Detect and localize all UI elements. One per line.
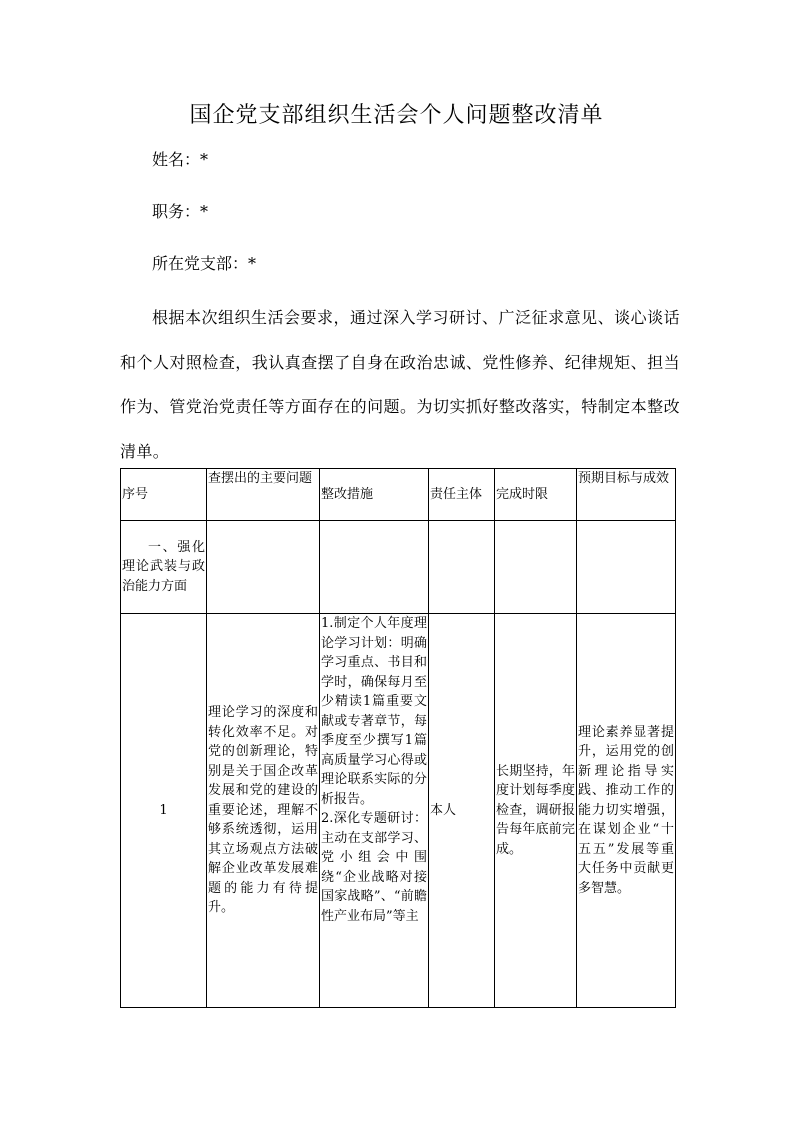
branch-line: 所在党支部：*	[152, 254, 257, 273]
name-line: 姓名：*	[152, 150, 209, 169]
measures-cell	[320, 614, 429, 1008]
measure-item-2: 2.深化专题研讨：主动在支部学习、党小组会中围绕“企业战略对接国家战略”、“前瞻性产业布局”等主	[321, 811, 427, 924]
empty-cell	[207, 521, 320, 614]
rectification-table	[120, 468, 676, 1008]
intro-paragraph: 根据本次组织生活会要求，通过深入学习研讨、广泛征求意见、谈心谈话和个人对照检查，我认真查摆了自身在政治忠诚、党性修养、纪律规矩、担当作为、管党治党责任等方面存在的问题。为切实抓好整改落实，特制定本整改清单。	[120, 308, 680, 461]
header-seq: 序号	[121, 469, 207, 521]
empty-cell	[495, 521, 577, 614]
table-row	[121, 614, 676, 1008]
header-problem: 查摆出的主要问题	[207, 469, 320, 521]
header-goal: 预期目标与成效	[577, 469, 676, 521]
goal-cell: 理论素养显著提升，运用党的创新理论指导实践、推动工作的能力切实增强，在谋划企业“十五五”发展等重大任务中贡献更多智慧。	[577, 614, 676, 1008]
empty-cell	[577, 521, 676, 614]
seq-cell: 1	[121, 614, 207, 1008]
table-row	[121, 521, 676, 614]
owner-cell: 本人	[429, 614, 495, 1008]
header-owner: 责任主体	[429, 469, 495, 521]
section-title-cell: 一、强化理论武装与政治能力方面	[121, 521, 207, 614]
problem-cell: 理论学习的深度和转化效率不足。对党的创新理论，特别是关于国企改革发展和党的建设的重要论述，理解不够系统透彻，运用其立场观点方法破解企业改革发展难题的能力有待提升。	[207, 614, 320, 1008]
empty-cell	[429, 521, 495, 614]
table-header-row	[121, 469, 676, 521]
header-measures: 整改措施	[320, 469, 429, 521]
header-deadline: 完成时限	[495, 469, 577, 521]
measure-item-1: 1.制定个人年度理论学习计划：明确学习重点、书目和学时，确保每月至少精读1篇重要文献或专著章节，每季度至少撰写1篇高质量学习心得或理论联系实际的分析报告。	[321, 616, 427, 807]
deadline-cell: 长期坚持，年度计划每季度检查，调研报告每年底前完成。	[495, 614, 577, 1008]
position-line: 职务：*	[152, 202, 209, 221]
document-title: 国企党支部组织生活会个人问题整改清单	[189, 103, 604, 128]
empty-cell	[320, 521, 429, 614]
